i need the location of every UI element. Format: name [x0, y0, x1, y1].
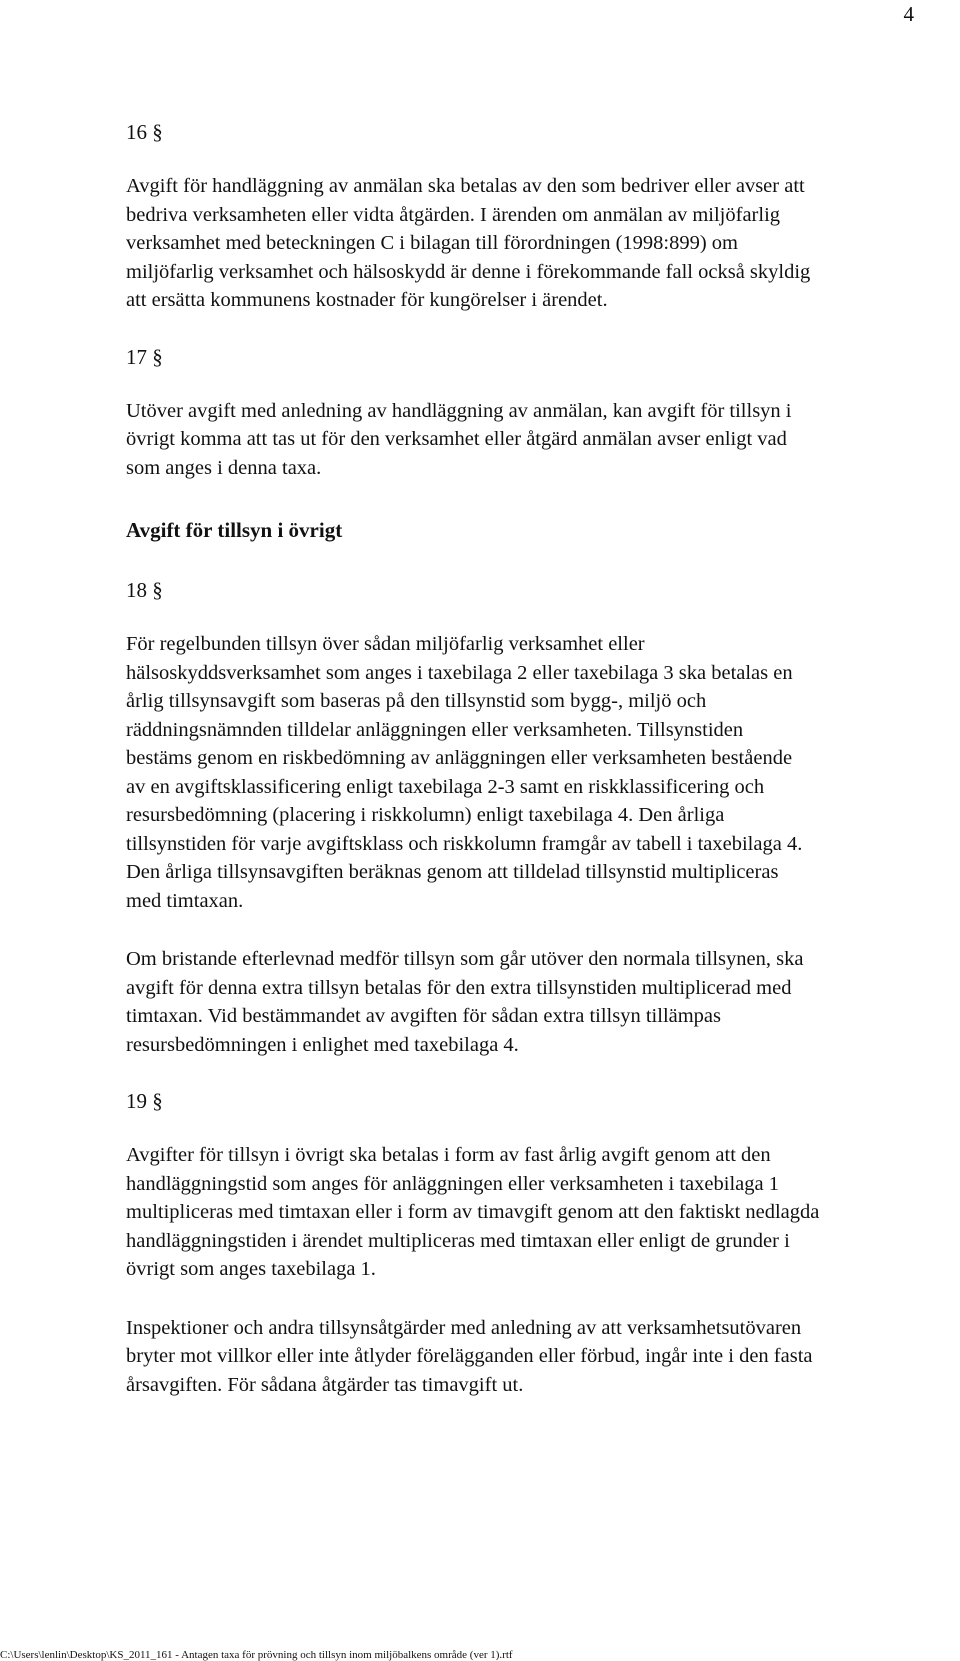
section-17-paragraph: Utöver avgift med anledning av handläggning av anmälan, kan avgift för tillsyn i övrigt komma att tas ut för den verksamhet eller åtgärd anmälan avser enligt vad som anges i denna taxa. — [126, 399, 792, 479]
section-heading: Avgift för tillsyn i övrigt — [126, 518, 343, 542]
section-17-label: 17 § — [126, 344, 163, 369]
section-16-paragraph: Avgift för handläggning av anmälan ska betalas av den som bedriver eller avser att bedriva verksamheten eller vidta åtgärden. I ärenden om anmälan av miljöfarlig verksamhet med beteckningen C i bilagan till förordningen (1998:899) om miljöfarlig verksamhet och hälsoskydd är denne i förekommande fall också skyldig att ersätta kommunens kostnader för kungörelser i ärendet. — [126, 175, 811, 311]
section-18-paragraph-2: Om bristande efterlevnad medför tillsyn som går utöver den normala tillsynen, ska avgift för denna extra tillsyn betalas för den extra tillsynstiden multiplicerad med timtaxan. Vid bestämmandet av avgiften för sådan extra tillsyn tillämpas resursbedömningen i enlighet med taxebilaga 4. — [126, 948, 804, 1056]
section-19-label: 19 § — [126, 1089, 163, 1113]
page-number: 4 — [903, 2, 914, 26]
section-16-label: 16 § — [126, 120, 163, 144]
document-body — [126, 118, 912, 1399]
section-18-paragraph-1: För regelbunden tillsyn över sådan miljöfarlig verksamhet eller hälsoskyddsverksamhet som anges i taxebilaga 2 eller taxebilaga 3 ska betalas en årlig tillsynsavgift som baseras på den tillsynstid som bygg-, miljö och räddningsnämnden tilldelar anläggningen eller verksamheten. Tillsynstiden bestäms genom en riskbedömning av anläggningen eller verksamheten bestående av en avgiftsklassificering enligt taxebilaga 2-3 samt en riskklassificering och resursbedömning (placering i riskkolumn) enligt taxebilaga 4. Den årliga tillsynstiden för varje avgiftsklass och riskkolumn framgår av tabell i taxebilaga 4. Den årliga tillsynsavgiften beräknas genom att tilldelad tillsynstid multipliceras med timtaxan. — [126, 633, 803, 912]
section-19-paragraph-2: Inspektioner och andra tillsynsåtgärder med anledning av att verksamhetsutövaren bryter mot villkor eller inte åtlyder förelägganden eller förbud, ingår inte i den fasta årsavgiften. För sådana åtgärder tas timavgift ut. — [126, 1316, 813, 1396]
section-18-label: 18 § — [126, 578, 163, 602]
file-path-footer: C:\Users\lenlin\Desktop\KS_2011_161 - Antagen taxa för prövning och tillsyn inom miljöbalkens område (ver 1).rtf — [0, 1649, 513, 1661]
section-19-paragraph-1: Avgifter för tillsyn i övrigt ska betalas i form av fast årlig avgift genom att den handläggningstid som anges för anläggningen eller verksamheten i taxebilaga 1 multipliceras med timtaxan eller i form av timavgift genom att den faktiskt nedlagda handläggningstiden i ärendet multipliceras med timtaxan eller enligt de grunder i övrigt som anges taxebilaga 1. — [126, 1144, 820, 1280]
